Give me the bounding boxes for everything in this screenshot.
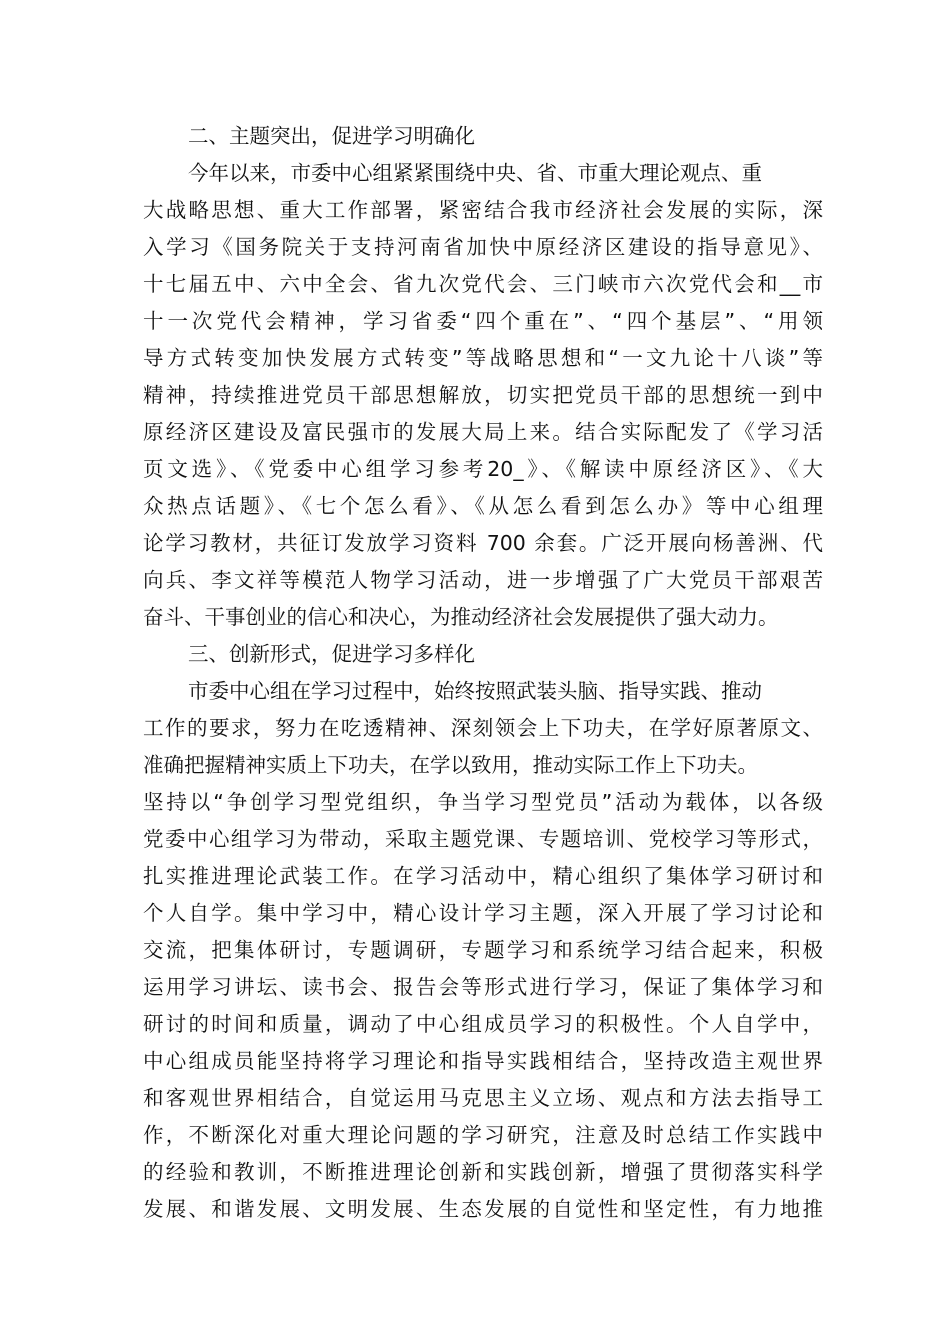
- paragraph-line: 原经济区建设及富民强市的发展大局上来。结合实际配发了《学习活: [143, 420, 823, 444]
- paragraph-line: 中心组成员能坚持将学习理论和指导实践相结合，坚持改造主观世界: [143, 1049, 823, 1073]
- paragraph-line: 导方式转变加快发展方式转变”等战略思想和“一文九论十八谈”等: [143, 346, 823, 370]
- paragraph-line: 十一次党代会精神，学习省委“四个重在”、“四个基层”、“用领: [143, 309, 823, 333]
- paragraph-line: 研讨的时间和质量，调动了中心组成员学习的积极性。个人自学中，: [143, 1012, 823, 1036]
- paragraph-line: 众热点话题》、《七个怎么看》、《从怎么看到怎么办》等中心组理: [143, 494, 823, 518]
- paragraph-line: 扎实推进理论武装工作。在学习活动中，精心组织了集体学习研讨和: [143, 864, 823, 888]
- document-body: [143, 118, 823, 1228]
- paragraph-line: 个人自学。集中学习中，精心设计学习主题，深入开展了学习讨论和: [143, 901, 823, 925]
- paragraph-line: 工作的要求，努力在吃透精神、深刻领会上下功夫，在学好原著原文、: [143, 716, 823, 740]
- paragraph-line: 运用学习讲坛、读书会、报告会等形式进行学习，保证了集体学习和: [143, 975, 823, 999]
- paragraph-line: 坚持以“争创学习型党组织，争当学习型党员”活动为载体，以各级: [143, 790, 823, 814]
- paragraph-line: 奋斗、干事创业的信心和决心，为推动经济社会发展提供了强大动力。: [143, 605, 779, 629]
- paragraph-line: 论学习教材，共征订发放学习资料 700 余套。广泛开展向杨善洲、代: [143, 531, 823, 555]
- paragraph-line: 作，不断深化对重大理论问题的学习研究，注意及时总结工作实践中: [143, 1123, 823, 1147]
- paragraph-line: 党委中心组学习为带动，采取主题党课、专题培训、党校学习等形式，: [143, 827, 823, 851]
- paragraph-line: 准确把握精神实质上下功夫，在学以致用，推动实际工作上下功夫。: [143, 753, 758, 777]
- paragraph-line: 入学习《国务院关于支持河南省加快中原经济区建设的指导意见》、: [143, 235, 823, 259]
- paragraph-line: 页文选》、《党委中心组学习参考20_》、《解读中原经济区》、《大: [143, 457, 823, 481]
- paragraph-line: 和客观世界相结合，自觉运用马克思主义立场、观点和方法去指导工: [143, 1086, 823, 1110]
- paragraph-line: 的经验和教训，不断推进理论创新和实践创新，增强了贯彻落实科学: [143, 1160, 823, 1184]
- paragraph-line: 十七届五中、六中全会、省九次党代会、三门峡市六次党代会和__市: [143, 272, 823, 296]
- paragraph-line: 今年以来，市委中心组紧紧围绕中央、省、市重大理论观点、重: [188, 161, 762, 185]
- paragraph-line: 市委中心组在学习过程中，始终按照武装头脑、指导实践、推动: [188, 679, 762, 703]
- section-heading-2: 二、主题突出，促进学习明确化: [188, 124, 475, 148]
- paragraph-line: 精神，持续推进党员干部思想解放，切实把党员干部的思想统一到中: [143, 383, 823, 407]
- section-heading-3: 三、创新形式，促进学习多样化: [188, 642, 475, 666]
- paragraph-line: 发展、和谐发展、文明发展、生态发展的自觉性和坚定性，有力地推: [143, 1197, 823, 1221]
- paragraph-line: 交流，把集体研讨，专题调研，专题学习和系统学习结合起来，积极: [143, 938, 823, 962]
- paragraph-line: 向兵、李文祥等模范人物学习活动，进一步增强了广大党员干部艰苦: [143, 568, 823, 592]
- paragraph-line: 大战略思想、重大工作部署，紧密结合我市经济社会发展的实际，深: [143, 198, 823, 222]
